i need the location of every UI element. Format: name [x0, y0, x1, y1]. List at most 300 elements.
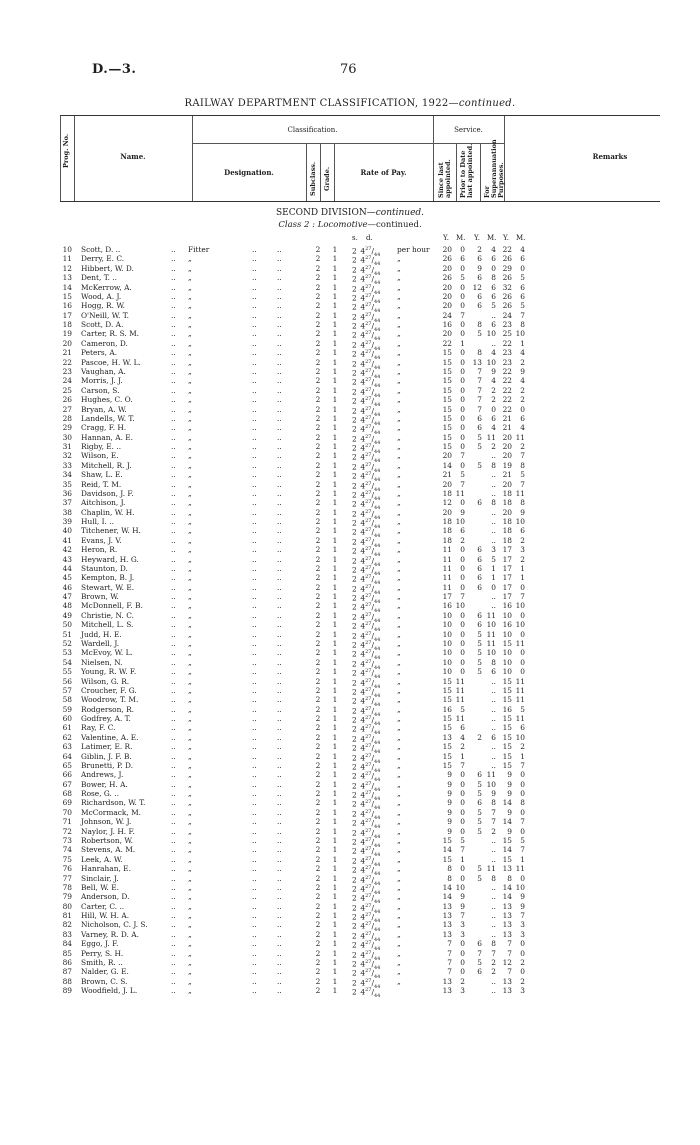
cell-prog-no: 36 [62, 488, 72, 498]
cell-dots: .. [171, 807, 176, 817]
cell-since-months: 0 [460, 404, 465, 414]
cell-per: „ [397, 395, 401, 405]
cell-dots: .. [171, 320, 176, 329]
cell-designation: „ [188, 629, 192, 639]
cell-name: Stewart, W. E. [81, 582, 135, 592]
cell-per: „ [397, 376, 401, 386]
cell-since-years: 15 [442, 742, 452, 752]
cell-subclass: 2 [315, 498, 321, 508]
cell-per: „ [397, 517, 401, 526]
cell-per: „ [397, 920, 401, 930]
cell-prior-months: 2 [491, 826, 496, 836]
cell-super-months: 0 [520, 667, 525, 677]
cell-subclass: 2 [315, 573, 321, 583]
cell-designation: „ [188, 366, 192, 376]
cell-dots: .. [252, 854, 257, 864]
cell-rate: 2 $4^{27}/_{44}$ [352, 733, 381, 746]
cell-rate: 2 $4^{27}/_{44}$ [352, 865, 381, 878]
cell-dots: .. [252, 667, 257, 677]
cell-since-months: 0 [460, 348, 465, 358]
unit-y2: Y. [474, 234, 480, 242]
table-row [0, 582, 700, 596]
cell-designation: „ [188, 545, 192, 555]
cell-super-years: 9 [507, 779, 512, 789]
cell-since-months: 0 [460, 442, 465, 451]
cell-since-months: 0 [460, 657, 465, 667]
cell-dots: .. [252, 704, 257, 714]
table-row [0, 957, 700, 971]
cell-super-months: 0 [520, 789, 525, 798]
cell-super-years: 17 [502, 545, 512, 555]
cell-prior-months: 1 [491, 573, 496, 583]
cell-per: „ [397, 807, 401, 817]
cell-subclass: 2 [315, 760, 321, 770]
cell-super-years: 22 [502, 376, 512, 386]
cell-subclass: 2 [315, 957, 321, 967]
cell-dots: .. [277, 254, 282, 264]
cell-per: „ [397, 310, 401, 320]
cell-subclass: 2 [315, 901, 321, 911]
cell-subclass: 2 [315, 704, 321, 714]
cell-since-months: 0 [460, 385, 465, 395]
cell-grade: 1 [332, 432, 338, 442]
cell-since-months: 7 [460, 479, 465, 489]
cell-prior-months: .. [491, 310, 496, 320]
cell-since-months: 1 [460, 751, 465, 761]
cell-super-months: 10 [515, 601, 525, 611]
cell-grade: 1 [332, 779, 338, 789]
cell-prog-no: 12 [62, 263, 72, 273]
cell-name: Dent, T. .. [81, 273, 117, 283]
cell-since-months: 5 [460, 704, 465, 714]
table-row [0, 986, 700, 999]
cell-prior-months: 1 [491, 563, 496, 573]
cell-subclass: 2 [315, 517, 321, 526]
cell-dots: .. [171, 620, 176, 630]
cell-dots: .. [252, 517, 257, 526]
cell-per: „ [397, 892, 401, 902]
cell-since-years: 15 [442, 695, 452, 705]
cell-since-months: 0 [460, 263, 465, 273]
cell-designation: „ [188, 404, 192, 414]
cell-designation: „ [188, 442, 192, 451]
cell-prior-years: 5 [477, 648, 482, 658]
cell-prior-months: .. [491, 835, 496, 845]
cell-prior-months: .. [491, 526, 496, 536]
cell-super-months: 2 [520, 957, 525, 967]
cell-per: „ [397, 479, 401, 489]
table-row [0, 835, 700, 849]
cell-prog-no: 23 [62, 366, 72, 376]
cell-dots: .. [252, 639, 257, 648]
col-super: For Superannuation Purposes. [483, 139, 505, 198]
cell-super-years: 18 [502, 498, 512, 508]
cell-dots: .. [277, 488, 282, 498]
cell-grade: 1 [332, 817, 338, 827]
cell-grade: 1 [332, 507, 338, 517]
cell-subclass: 2 [315, 723, 321, 733]
cell-per: „ [397, 507, 401, 517]
cell-name: Heron, R. [81, 545, 118, 555]
cell-prior-years: 5 [477, 442, 482, 451]
cell-designation: „ [188, 423, 192, 433]
cell-per: „ [397, 563, 401, 573]
cell-per: „ [397, 667, 401, 677]
cell-dots: .. [277, 282, 282, 292]
cell-grade: 1 [332, 826, 338, 836]
cell-super-months: 6 [520, 282, 525, 292]
cell-grade: 1 [332, 648, 338, 658]
cell-super-years: 15 [502, 854, 512, 864]
cell-prior-months: .. [491, 920, 496, 930]
page-number: 76 [340, 62, 357, 77]
cell-rate: 2 $4^{27}/_{44}$ [352, 283, 381, 296]
cell-name: Christie, N. C. [81, 610, 134, 620]
cell-name: Wilson, E. [81, 451, 119, 461]
cell-subclass: 2 [315, 798, 321, 808]
cell-since-months: 0 [460, 376, 465, 386]
cell-name: Scott, D. .. [81, 245, 121, 254]
cell-super-months: 0 [520, 263, 525, 273]
cell-prior-months: .. [491, 507, 496, 517]
cell-since-years: 15 [442, 413, 452, 423]
table-row [0, 629, 700, 643]
cell-prior-months: 8 [491, 939, 496, 949]
cell-dots: .. [171, 948, 176, 958]
cell-super-months: 7 [520, 592, 525, 602]
table-row [0, 413, 700, 427]
cell-subclass: 2 [315, 639, 321, 648]
cell-designation: „ [188, 873, 192, 883]
cell-name: Nicholson, C. J. S. [81, 920, 148, 930]
unit-y1: Y. [443, 234, 449, 242]
cell-dots: .. [252, 779, 257, 789]
cell-grade: 1 [332, 948, 338, 958]
cell-dots: .. [171, 901, 176, 911]
cell-prior-years: 2 [477, 245, 482, 254]
cell-grade: 1 [332, 751, 338, 761]
cell-dots: .. [252, 554, 257, 564]
cell-designation: „ [188, 498, 192, 508]
cell-super-months: 4 [520, 423, 525, 433]
cell-prior-years: 5 [477, 789, 482, 798]
cell-dots: .. [171, 835, 176, 845]
cell-prog-no: 42 [62, 545, 72, 555]
cell-since-months: 11 [455, 488, 465, 498]
cell-prog-no: 72 [62, 826, 72, 836]
cell-super-years: 23 [502, 348, 512, 358]
cell-dots: .. [277, 864, 282, 874]
cell-super-years: 15 [502, 723, 512, 733]
cell-prog-no: 45 [62, 573, 72, 583]
cell-prior-years: 2 [477, 732, 482, 742]
cell-super-years: 20 [502, 432, 512, 442]
cell-prior-years: 6 [477, 563, 482, 573]
cell-subclass: 2 [315, 273, 321, 283]
cell-since-months: 4 [460, 732, 465, 742]
cell-grade: 1 [332, 366, 338, 376]
cell-name: Staunton, D. [81, 563, 128, 573]
cell-prog-no: 59 [62, 704, 72, 714]
cell-prior-months: 11 [486, 864, 496, 874]
cell-grade: 1 [332, 301, 338, 311]
col-prior: Prior to Date last appointed. [459, 143, 474, 198]
cell-grade: 1 [332, 892, 338, 902]
cell-since-months: 0 [460, 826, 465, 836]
cell-super-years: 32 [502, 282, 512, 292]
cell-since-years: 16 [442, 601, 452, 611]
cell-dots: .. [252, 573, 257, 583]
cell-dots: .. [252, 545, 257, 555]
cell-since-years: 13 [442, 986, 452, 995]
cell-rate: 2 $4^{27}/_{44}$ [352, 367, 381, 380]
col-remarks: Remarks [592, 152, 628, 161]
cell-since-months: 0 [460, 798, 465, 808]
cell-prior-years: 12 [472, 282, 482, 292]
cell-grade: 1 [332, 620, 338, 630]
table-row [0, 460, 700, 474]
cell-rate: 2 $4^{27}/_{44}$ [352, 583, 381, 596]
cell-name: Rodgerson, R. [81, 704, 134, 714]
cell-designation: „ [188, 470, 192, 480]
cell-grade: 1 [332, 348, 338, 358]
cell-prior-months: .. [491, 488, 496, 498]
col-classification: Classification. [287, 126, 338, 134]
cell-super-months: 5 [520, 835, 525, 845]
cell-grade: 1 [332, 498, 338, 508]
cell-name: Andrews, J. [81, 770, 124, 780]
cell-prior-months: 2 [491, 967, 496, 977]
cell-per: „ [397, 873, 401, 883]
cell-since-years: 9 [447, 807, 452, 817]
cell-dots: .. [252, 582, 257, 592]
cell-since-months: 1 [460, 854, 465, 864]
cell-super-months: 0 [520, 873, 525, 883]
cell-super-years: 14 [502, 892, 512, 902]
table-row [0, 714, 700, 727]
cell-since-years: 14 [442, 882, 452, 892]
cell-super-months: 9 [520, 366, 525, 376]
cell-prior-months: .. [491, 338, 496, 348]
cell-name: Pascoe, H. W. L. [81, 357, 141, 367]
cell-rate: 2 $4^{27}/_{44}$ [352, 705, 381, 718]
cell-designation: „ [188, 639, 192, 648]
cell-since-years: 10 [442, 629, 452, 639]
cell-super-years: 22 [502, 385, 512, 395]
cell-dots: .. [252, 535, 257, 545]
cell-super-years: 15 [502, 751, 512, 761]
cell-designation: „ [188, 845, 192, 855]
cell-dots: .. [171, 263, 176, 273]
cell-rate: 2 $4^{27}/_{44}$ [352, 443, 381, 455]
cell-subclass: 2 [315, 648, 321, 658]
cell-dots: .. [277, 667, 282, 677]
cell-name: Morris, J. J. [81, 376, 123, 386]
cell-dots: .. [171, 798, 176, 808]
cell-dots: .. [277, 245, 282, 254]
cell-since-months: 0 [460, 460, 465, 470]
cell-prog-no: 14 [62, 282, 72, 292]
cell-super-months: 5 [520, 273, 525, 283]
cell-dots: .. [252, 432, 257, 442]
cell-subclass: 2 [315, 592, 321, 602]
cell-dots: .. [277, 563, 282, 573]
unit-m1: M. [456, 234, 466, 242]
cell-grade: 1 [332, 395, 338, 405]
cell-since-years: 11 [442, 582, 452, 592]
cell-super-years: 20 [502, 479, 512, 489]
division-heading [0, 208, 700, 218]
cell-designation: „ [188, 929, 192, 939]
cell-grade: 1 [332, 329, 338, 339]
cell-since-years: 8 [447, 873, 452, 883]
cell-super-months: 11 [515, 676, 525, 686]
table-row [0, 685, 700, 699]
cell-dots: .. [171, 826, 176, 836]
cell-name: Nielsen, N. [81, 657, 123, 667]
cell-designation: „ [188, 751, 192, 761]
cell-super-months: 7 [520, 451, 525, 461]
cell-prior-months: 5 [491, 554, 496, 564]
cell-since-years: 20 [442, 263, 452, 273]
cell-rate: 2 $4^{27}/_{44}$ [352, 715, 381, 727]
cell-super-years: 13 [502, 901, 512, 911]
cell-since-months: 0 [460, 779, 465, 789]
cell-per: „ [397, 291, 401, 301]
cell-name: Perry, S. H. [81, 948, 124, 958]
cell-designation: „ [188, 517, 192, 526]
cell-prog-no: 30 [62, 432, 72, 442]
cell-prior-years: 5 [477, 432, 482, 442]
cell-super-years: 15 [502, 835, 512, 845]
cell-dots: .. [277, 817, 282, 827]
cell-name: Hughes, C. O. [81, 395, 133, 405]
cell-prior-years: 5 [477, 864, 482, 874]
cell-since-years: 20 [442, 507, 452, 517]
cell-prior-months: 9 [491, 366, 496, 376]
cell-since-months: 11 [455, 714, 465, 723]
cell-name: Hannan, A. E. [81, 432, 134, 442]
cell-dots: .. [252, 413, 257, 423]
cell-prior-years: 6 [477, 254, 482, 264]
cell-per: „ [397, 854, 401, 864]
cell-prog-no: 67 [62, 779, 72, 789]
cell-since-years: 13 [442, 911, 452, 920]
cell-per: „ [397, 366, 401, 376]
cell-designation: „ [188, 967, 192, 977]
cell-designation: „ [188, 620, 192, 630]
cell-subclass: 2 [315, 892, 321, 902]
cell-designation: „ [188, 882, 192, 892]
cell-name: Rose, G. .. [81, 789, 119, 798]
cell-rate: 2 $4^{27}/_{44}$ [352, 602, 381, 615]
cell-name: Croucher, F. G. [81, 685, 137, 695]
cell-super-years: 15 [502, 732, 512, 742]
cell-rate: 2 $4^{27}/_{44}$ [352, 987, 381, 999]
cell-rate: 2 $4^{27}/_{44}$ [352, 480, 381, 493]
cell-dots: .. [171, 732, 176, 742]
cell-per: „ [397, 470, 401, 480]
cell-grade: 1 [332, 404, 338, 414]
cell-per: „ [397, 582, 401, 592]
cell-dots: .. [277, 451, 282, 461]
cell-super-years: 23 [502, 320, 512, 329]
cell-grade: 1 [332, 920, 338, 930]
cell-super-months: 0 [520, 582, 525, 592]
cell-dots: .. [252, 873, 257, 883]
cell-since-months: 0 [460, 554, 465, 564]
cell-since-months: 9 [460, 901, 465, 911]
unit-m2: M. [487, 234, 497, 242]
cell-per: „ [397, 639, 401, 648]
cell-dots: .. [171, 423, 176, 433]
class-continued: —continued. [367, 220, 422, 230]
cell-prior-months: 7 [491, 807, 496, 817]
cell-since-years: 15 [442, 404, 452, 414]
cell-designation: „ [188, 460, 192, 470]
cell-prog-no: 34 [62, 470, 72, 480]
cell-prog-no: 63 [62, 742, 72, 752]
cell-dots: .. [277, 854, 282, 864]
cell-prior-months: .. [491, 976, 496, 986]
cell-super-years: 19 [502, 460, 512, 470]
cell-designation: „ [188, 291, 192, 301]
cell-prog-no: 28 [62, 413, 72, 423]
cell-dots: .. [277, 639, 282, 648]
cell-per: „ [397, 770, 401, 780]
cell-super-years: 7 [507, 967, 512, 977]
cell-prior-months: 0 [491, 263, 496, 273]
cell-super-months: 7 [520, 911, 525, 920]
cell-since-months: 10 [455, 601, 465, 611]
cell-prog-no: 53 [62, 648, 72, 658]
cell-since-months: 0 [460, 423, 465, 433]
cell-dots: .. [277, 911, 282, 920]
cell-rate: 2 $4^{27}/_{44}$ [352, 874, 381, 887]
cell-since-years: 10 [442, 639, 452, 648]
cell-prior-months: 11 [486, 770, 496, 780]
cell-grade: 1 [332, 986, 338, 995]
cell-since-years: 7 [447, 939, 452, 949]
cell-name: Derry, E. C. [81, 254, 125, 264]
cell-dots: .. [277, 732, 282, 742]
cell-name: Richardson, W. T. [81, 798, 146, 808]
cell-since-months: 0 [460, 620, 465, 630]
cell-prior-years: 9 [477, 263, 482, 273]
cell-designation: „ [188, 892, 192, 902]
cell-designation: „ [188, 273, 192, 283]
cell-per: „ [397, 629, 401, 639]
cell-super-years: 20 [502, 451, 512, 461]
cell-name: Landells, W. T. [81, 413, 135, 423]
cell-dots: .. [277, 826, 282, 836]
cell-since-months: 0 [460, 498, 465, 508]
cell-since-months: 3 [460, 929, 465, 939]
cell-grade: 1 [332, 263, 338, 273]
cell-prog-no: 13 [62, 273, 72, 283]
cell-subclass: 2 [315, 929, 321, 939]
cell-subclass: 2 [315, 939, 321, 949]
cell-dots: .. [277, 376, 282, 386]
cell-subclass: 2 [315, 742, 321, 752]
cell-prog-no: 58 [62, 695, 72, 705]
cell-subclass: 2 [315, 451, 321, 461]
cell-prior-months: .. [491, 479, 496, 489]
cell-prior-months: 8 [491, 460, 496, 470]
cell-prog-no: 80 [62, 901, 72, 911]
cell-super-years: 9 [507, 807, 512, 817]
cell-super-years: 17 [502, 554, 512, 564]
